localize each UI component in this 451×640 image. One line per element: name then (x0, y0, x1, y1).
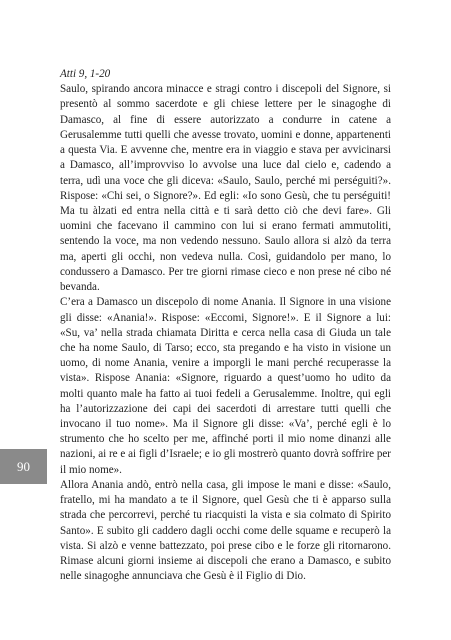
paragraph-saulo: Saulo, spirando ancora minacce e stragi contro i discepoli del Signore, si presentò al sommo sacerdote e gli chiese lettere per le sinagoghe di Damasco, al fine di essere autorizzato a condurre in catene a Gerusalemme tutti quelli che avesse trovato, uomini e donne, appartenenti a questa Via. E avvenne che, mentre era in viaggio e stava per avvicinarsi a Damasco, all’improvviso lo avvolse una luce dal cielo e, cadendo a terra, udì una voce che gli diceva: «Saulo, Saulo, perché mi perséguiti?». Rispose: «Chi sei, o Signore?». Ed egli: «Io sono Gesù, che tu perséguiti! Ma tu àlzati ed entra nella città e ti sarà detto ciò che devi fare». Gli uomini che facevano il cammino con lui si erano fermati ammutoliti, sentendo la voce, ma non vedendo nessuno. Saulo allora si alzò da terra ma, aperti gli occhi, non vedeva nulla. Così, guidandolo per mano, lo condussero a Damasco. Per tre giorni rimase cieco e non prese né cibo né bevanda. (60, 83, 391, 294)
page-body (60, 67, 391, 584)
scripture-reference: Atti 9, 1-20 (60, 68, 111, 80)
page-number: 90 (17, 458, 30, 474)
paragraph-anania-goes: Allora Anania andò, entrò nella casa, gli impose le mani e disse: «Saulo, fratello, mi ha mandato a te il Signore, quel Gesù che ti è apparso sulla strada che percorrevi, perché tu riacquisti la vista e sia colmato di Spirito Santo». E subito gli caddero dagli occhi come delle squame e recuperò la vista. Si alzò e venne battezzato, poi prese cibo e le forze gli ritornarono. Rimase alcuni giorni insieme ai discepoli che erano a Damasco, e subito nelle sinagoghe annunciava che Gesù è il Figlio di Dio. (60, 478, 391, 583)
paragraph-anania-vision: C’era a Damasco un discepolo di nome Anania. Il Signore in una visione gli disse: «Anania!». Rispose: «Eccomi, Signore!». E il Signore a lui: «Su, va’ nella strada chiamata Diritta e cerca nella casa di Giuda un tale che ha nome Saulo, di Tarso; ecco, sta pregando e ha visto in visione un uomo, di nome Anania, venire a imporgli le mani perché recuperasse la vista». Rispose Anania: «Signore, riguardo a quest’uomo ho udito da molti quanto male ha fatto ai tuoi fedeli a Gerusalemme. Inoltre, qui egli ha l’autorizzazione dei capi dei sacerdoti di arrestare tutti quelli che invocano il tuo nome». Ma il Signore gli disse: «Va’, perché egli è lo strumento che ho scelto per me, affinché porti il mio nome dinanzi alle nazioni, ai re e ai figli d’Israele; e io gli mostrerò quanto dovrà soffrire per il mio nome». (60, 296, 391, 476)
page-number-tab (0, 449, 47, 484)
